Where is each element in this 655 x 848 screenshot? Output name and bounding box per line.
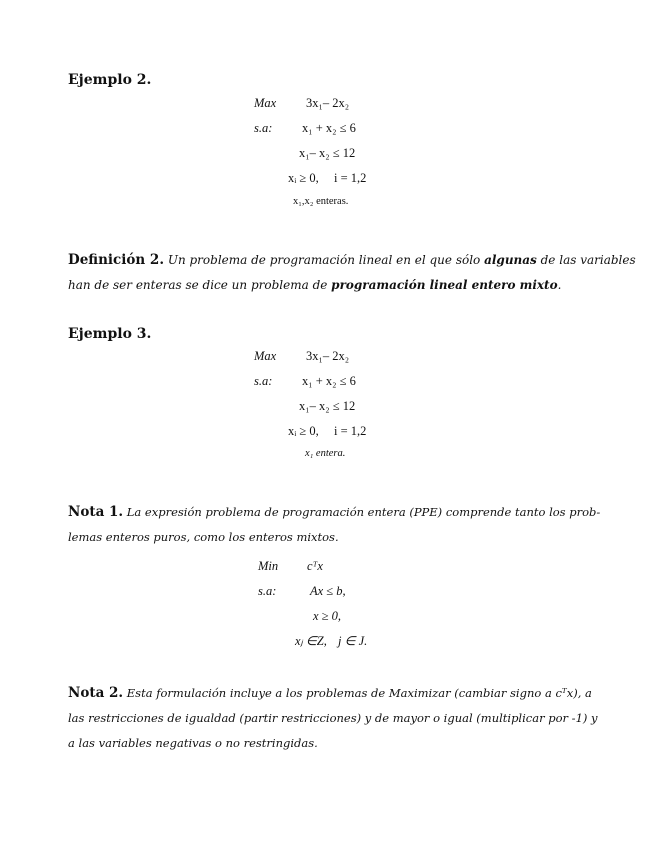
index-range: i = 1,2 — [334, 424, 367, 438]
objective-function: 3x₁– 2x₂ — [306, 96, 350, 110]
nota-2-line-1: Nota 2. Esta formulación incluye a los problemas de Maximizar (cambiar signo a cᵀx), a — [68, 685, 592, 701]
nota-1-paragraph — [68, 500, 600, 550]
integer-constraint: x₁ entera. — [305, 448, 346, 459]
max-label: Max — [254, 349, 277, 363]
entero-mixto-emphasis: programación lineal entero mixto — [331, 278, 558, 292]
constraint-1: x₁ + x₂ ≤ 6 — [302, 121, 356, 135]
ejemplo-3-heading: Ejemplo 3. — [68, 326, 152, 342]
subject-to-label: s.a: — [258, 584, 277, 598]
integer-constraint: x₁,x₂ enteras. — [293, 196, 349, 207]
constraint-ax-le-b: Ax ≤ b, — [310, 584, 346, 598]
index-set: j ∈ J. — [338, 634, 368, 648]
constraint-1: x₁ + x₂ ≤ 6 — [302, 374, 356, 388]
constraint-integrality: xⱼ ∈Z, — [295, 634, 327, 648]
objective-function: cᵀx — [307, 559, 323, 573]
nota-1-line-2: lemas enteros puros, como los enteros mixtos. — [68, 530, 339, 544]
subject-to-label: s.a: — [254, 374, 273, 388]
min-label: Min — [258, 559, 279, 573]
nota-2-paragraph — [68, 681, 598, 756]
nonnegativity-constraint: xᵢ ≥ 0, — [288, 424, 319, 438]
subject-to-label: s.a: — [254, 121, 273, 135]
index-range: i = 1,2 — [334, 171, 367, 185]
nota-2-line-2: las restricciones de igualdad (partir restricciones) y de mayor o igual (multiplicar por -1) y — [68, 711, 598, 725]
definicion-2-paragraph — [68, 248, 636, 298]
objective-function: 3x₁– 2x₂ — [306, 349, 350, 363]
ejemplo-2-heading: Ejemplo 2. — [68, 72, 152, 88]
nota-2-heading: Nota 2. — [68, 685, 124, 701]
definicion-2-line-1: Definición 2. Un problema de programación lineal en el que sólo algunas de las variables — [68, 252, 636, 268]
algunas-emphasis: algunas — [484, 253, 537, 267]
definicion-2-line-2: han de ser enteras se dice un problema de programación lineal entero mixto. — [68, 278, 562, 292]
constraint-2: x₁– x₂ ≤ 12 — [299, 399, 356, 413]
max-label: Max — [254, 96, 277, 110]
nonnegativity-constraint: xᵢ ≥ 0, — [288, 171, 319, 185]
nota-2-line-3: a las variables negativas o no restringidas. — [68, 736, 318, 750]
definicion-2-heading: Definición 2. — [68, 252, 165, 268]
constraint-2: x₁– x₂ ≤ 12 — [299, 146, 356, 160]
nota-1-line-1: Nota 1. La expresión problema de programación entera (PPE) comprende tanto los prob- — [68, 504, 601, 520]
constraint-nonnegativity: x ≥ 0, — [313, 609, 342, 623]
nota-1-heading: Nota 1. — [68, 504, 124, 520]
